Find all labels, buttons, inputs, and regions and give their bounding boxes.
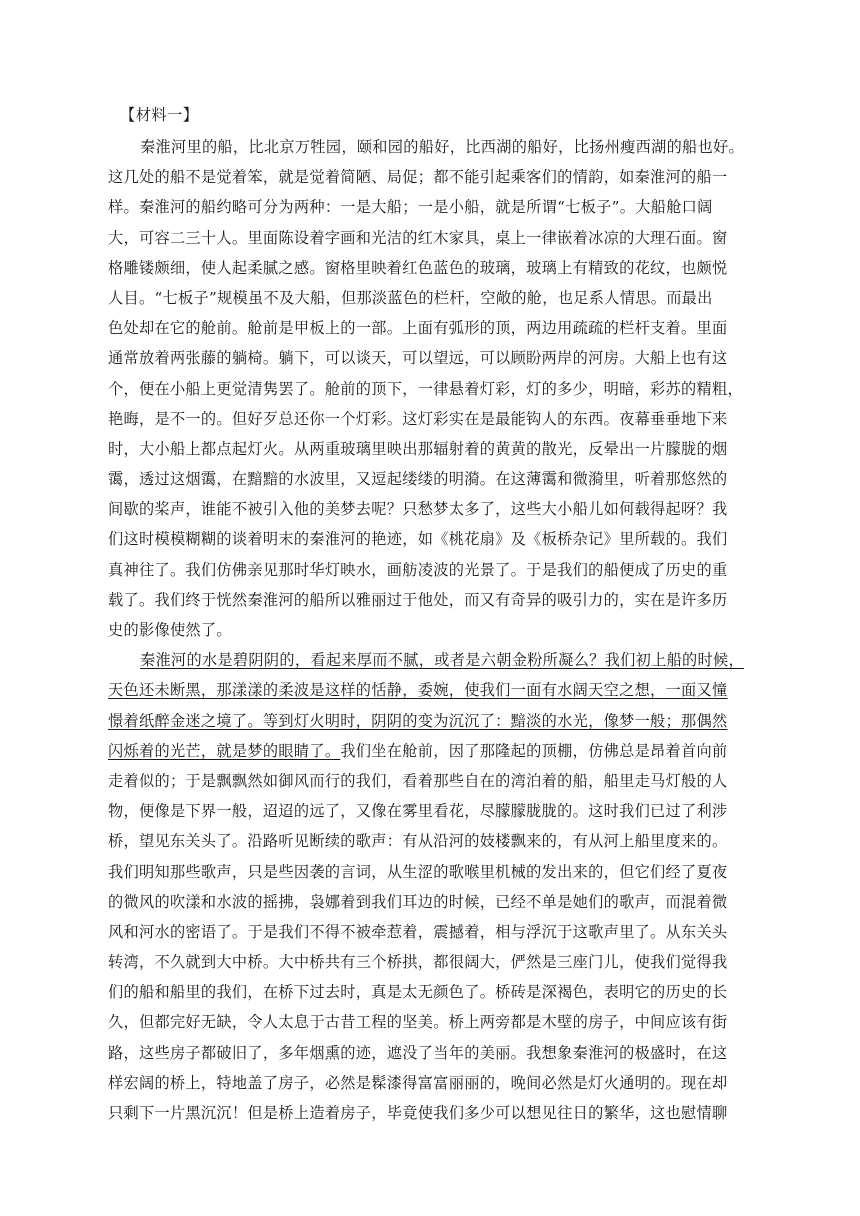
text-line	[108, 192, 744, 222]
text-line	[108, 253, 744, 283]
text-run: 通常放着两张藤的躺椅。躺下，可以谈天，可以望远，可以顾盼两岸的河房。大船上也有这	[108, 349, 728, 368]
underlined-text: 天色还未断黑，那漾漾的柔波是这样的恬静，委婉，使我们一面有水阔天空之想，一面又憧	[108, 681, 728, 700]
text-line	[108, 796, 744, 826]
text-run: 久，但都完好无缺，令人太息于古昔工程的坚美。桥上两旁都是木壁的房子，中间应该有街	[108, 1013, 728, 1032]
text-run: 这几处的船不是觉着笨，就是觉着简陋、局促；都不能引起乘客们的情韵，如秦淮河的船一	[108, 168, 728, 187]
text-line	[108, 766, 744, 796]
text-run: 人目。“七板子”规模虽不及大船，但那淡蓝色的栏杆，空敞的舱，也足系人情思。而最出	[108, 288, 713, 307]
text-line	[108, 434, 744, 464]
text-line	[108, 826, 744, 856]
text-run: 霭，透过这烟霭，在黯黯的水波里，又逗起缕缕的明漪。在这薄霭和微漪里，听着那悠然的	[108, 470, 728, 489]
text-line	[108, 132, 744, 162]
text-run: 时，大小船上都点起灯火。从两重玻璃里映出那辐射着的黄黄的散光，反晕出一片朦胧的烟	[108, 439, 728, 458]
text-run: 桥，望见东关头了。沿路听见断续的歌声：有从沿河的妓楼飘来的，有从河上船里度来的。	[108, 832, 728, 851]
text-line	[108, 615, 744, 645]
text-line	[108, 555, 744, 585]
text-line	[108, 917, 744, 947]
text-line	[108, 1007, 744, 1037]
text-line	[108, 675, 744, 705]
underlined-text: 憬着纸醉金迷之境了。等到灯火明时，阴阴的变为沉沉了：黯淡的水光，像梦一般；那偶然	[108, 711, 728, 730]
text-run: 走着似的；于是飘飘然如御风而行的我们，看着那些自在的湾泊着的船，船里走马灯般的人	[108, 771, 728, 790]
text-run: 样。秦淮河的船约略可分为两种：一是大船；一是小船，就是所谓“七板子”。大船舱口阔	[108, 198, 713, 217]
text-line	[108, 947, 744, 977]
text-line	[108, 706, 744, 736]
text-run: 秦淮河里的船，比北京万牲园，颐和园的船好，比西湖的船好，比扬州瘦西湖的船也好。	[140, 138, 744, 156]
text-run: 风和河水的密语了。于是我们不得不被牵惹着，震撼着，相与浮沉于这歌声里了。从东关头	[108, 922, 728, 941]
text-run: 转湾，不久就到大中桥。大中桥共有三个桥拱，都很阔大，俨然是三座门儿，使我们觉得我	[108, 953, 728, 972]
text-run: 载了。我们终于恍然秦淮河的船所以雅丽过于他处，而又有奇异的吸引力的，实在是许多历	[108, 590, 728, 609]
text-line	[108, 736, 744, 766]
paragraph	[108, 645, 744, 1128]
text-line	[108, 464, 744, 494]
text-line	[108, 313, 744, 343]
underlined-text: 闪烁着的光芒，就是梦的眼睛了。	[108, 741, 341, 760]
underlined-text: 秦淮河的水是碧阴阴的，看起来厚而不腻，或者是六朝金粉所凝么？我们初上船的时候，	[140, 651, 744, 670]
text-run: 间歇的桨声，谁能不被引入他的美梦去呢？只愁梦太多了，这些大小船儿如何载得起呀？我	[108, 500, 728, 519]
text-line	[108, 404, 744, 434]
text-run: 个，便在小船上更觉清隽罢了。舱前的顶下，一律悬着灯彩，灯的多少，明暗，彩苏的精粗，	[108, 379, 743, 398]
text-run: 格雕镂颇细，使人起柔腻之感。窗格里映着红色蓝色的玻璃，玻璃上有精致的花纹，也颇悦	[108, 258, 728, 277]
text-line	[108, 857, 744, 887]
text-run: 我们坐在舱前，因了那隆起的顶棚，仿佛总是昂着首向前	[340, 741, 728, 760]
text-run: 史的影像使然了。	[108, 621, 232, 639]
text-run: 物，便像是下界一般，迢迢的远了，又像在雾里看花，尽朦朦胧胧的。这时我们已过了利涉	[108, 802, 728, 821]
text-run: 我们明知那些歌声，只是些因袭的言词，从生涩的歌喉里机械的发出来的，但它们经了夏夜	[108, 862, 728, 881]
text-line	[108, 283, 744, 313]
document-page	[108, 100, 744, 1128]
text-run: 艳晦，是不一的。但好歹总还你一个灯彩。这灯彩实在是最能钩人的东西。夜幕垂垂地下来	[108, 409, 728, 428]
text-line	[108, 977, 744, 1007]
document-body	[108, 132, 744, 1128]
text-line	[108, 1038, 744, 1068]
text-line	[108, 374, 744, 404]
text-line	[108, 1098, 744, 1128]
text-run: 真神往了。我们仿佛亲见那时华灯映水，画舫凌波的光景了。于是我们的船便成了历史的重	[108, 560, 728, 579]
text-run: 大，可容二三十人。里面陈设着字画和光洁的红木家具，桌上一律嵌着冰凉的大理石面。窗	[108, 228, 728, 247]
paragraph	[108, 132, 744, 645]
text-run: 们的船和船里的我们，在桥下过去时，真是太无颜色了。桥砖是深褐色，表明它的历史的长	[108, 983, 728, 1002]
text-line	[108, 1068, 744, 1098]
text-run: 们这时模模糊糊的谈着明末的秦淮河的艳迹，如《桃花扇》及《板桥杂记》里所载的。我们	[108, 530, 728, 549]
text-line	[108, 887, 744, 917]
text-run: 的微风的吹漾和水波的摇拂，袅娜着到我们耳边的时候，已经不单是她们的歌声，而混着微	[108, 892, 728, 911]
text-run: 样宏阔的桥上，特地盖了房子，必然是髹漆得富富丽丽的，晚间必然是灯火通明的。现在却	[108, 1073, 728, 1092]
text-line	[108, 645, 744, 675]
text-run: 色处却在它的舱前。舱前是甲板上的一部。上面有弧形的顶，两边用疏疏的栏杆支着。里面	[108, 319, 728, 338]
section-heading: 【材料一】	[120, 106, 199, 124]
text-line	[108, 494, 744, 524]
text-run: 路，这些房子都破旧了，多年烟熏的迹，遮没了当年的美丽。我想象秦淮河的极盛时，在这	[108, 1043, 728, 1062]
text-line	[108, 524, 744, 554]
text-line	[108, 585, 744, 615]
text-line	[108, 223, 744, 253]
text-line	[108, 343, 744, 373]
text-line	[108, 162, 744, 192]
text-run: 只剩下一片黑沉沉！但是桥上造着房子，毕竟使我们多少可以想见往日的繁华，这也慰情聊	[108, 1104, 728, 1122]
